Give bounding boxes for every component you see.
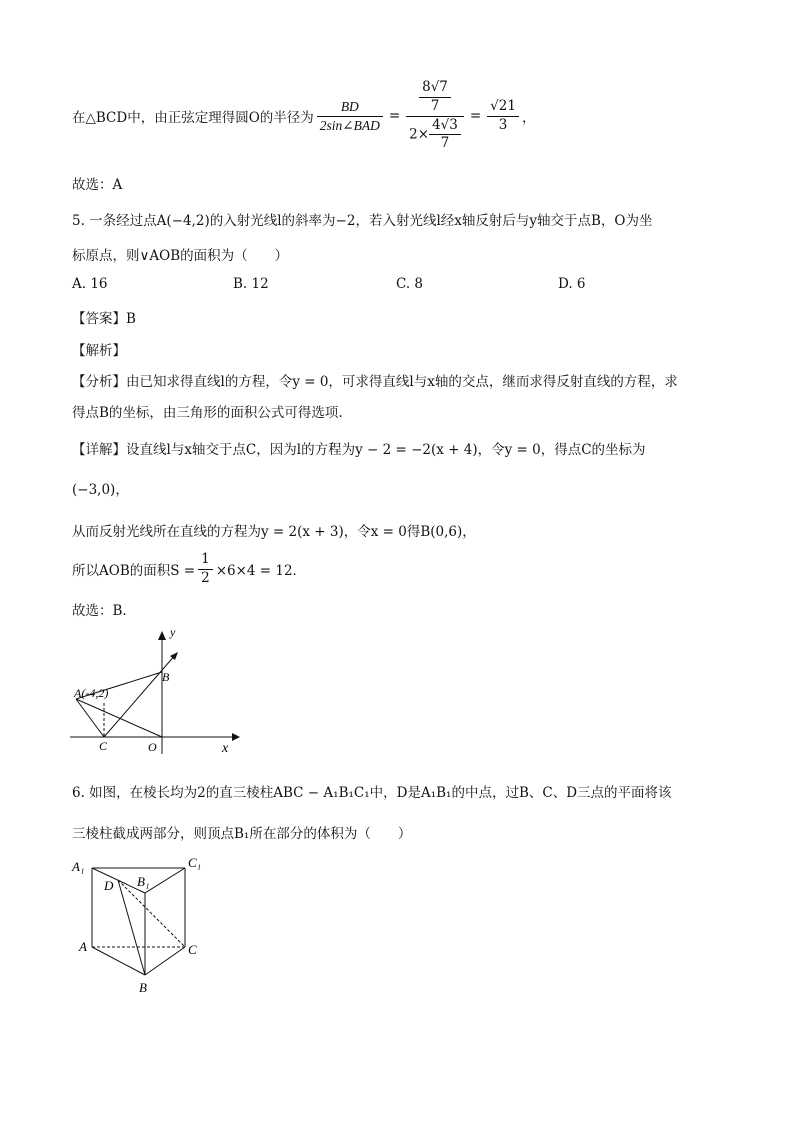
q4-tail-comma: ， bbox=[521, 110, 536, 126]
vertex-a1-label: A₁ bbox=[72, 859, 85, 874]
x-axis-label: x bbox=[222, 741, 229, 756]
q5-option-d: D. 6 bbox=[558, 276, 586, 292]
segment-AO bbox=[76, 699, 162, 737]
q4-mid-num-fraction bbox=[419, 80, 451, 114]
q4-mid-den-den: 7 bbox=[440, 135, 450, 152]
q4-lhs-numerator: BD bbox=[317, 99, 383, 117]
q5-fenxi-line1: 【分析】由已知求得直线l的方程，令y = 0，可求得直线l与x轴的交点，继而求得反射直线的方程，求 bbox=[72, 374, 678, 390]
q4-mid-den-prefix: 2× bbox=[409, 126, 430, 143]
x-axis-arrow-icon bbox=[232, 733, 240, 741]
q5-xiangjie-line1: 【详解】设直线l与x轴交于点C，因为l的方程为y − 2 = −2(x + 4)，令y = 0，得点C的坐标为 bbox=[72, 442, 646, 458]
q5-answer-tag: 【答案】 bbox=[72, 311, 126, 327]
q4-formula-line bbox=[72, 74, 535, 158]
vertex-b-label: B bbox=[139, 980, 147, 995]
q5-area-suffix: ×6×4 = 12． bbox=[215, 563, 307, 579]
q4-rhs-denominator: 3 bbox=[498, 116, 508, 133]
q4-equals-1: = bbox=[388, 108, 401, 124]
q5-answer-choice: 故选：B. bbox=[72, 603, 127, 619]
q5-option-c: C. 8 bbox=[396, 276, 424, 292]
q4-equals-2: = bbox=[469, 108, 482, 124]
q5-reflect-line: 从而反射光线所在直线的方程为y = 2(x + 3)，令x = 0得B(0,6)， bbox=[72, 524, 476, 540]
q5-option-a: A. 16 bbox=[72, 276, 108, 292]
vertex-c-label: C bbox=[188, 942, 197, 957]
q5-area-frac-den: 2 bbox=[201, 569, 210, 586]
point-o-label: O bbox=[148, 740, 157, 754]
edge-bc bbox=[145, 947, 185, 975]
segment-db bbox=[118, 880, 145, 975]
q5-stem-line2: 标原点，则∨AOB的面积为（ ） bbox=[72, 248, 289, 264]
q5-fenxi-line2: 得点B的坐标，由三角形的面积公式可得选项. bbox=[72, 405, 343, 421]
q5-answer-line bbox=[72, 307, 136, 327]
q5-area-frac-num: 1 bbox=[198, 552, 213, 570]
q4-rhs-numerator: √21 bbox=[487, 99, 519, 117]
q6-stem-line2: 三棱柱截成两部分，则顶点B₁所在部分的体积为（ ） bbox=[72, 826, 412, 842]
q5-analysis-tag: 【解析】 bbox=[72, 343, 126, 359]
q5-xiangjie-line2: (−3,0)， bbox=[72, 482, 129, 498]
y-axis-arrow-icon bbox=[158, 631, 166, 640]
vertex-b1-label: B₁ bbox=[137, 874, 150, 889]
q4-mid-numerator bbox=[406, 80, 464, 116]
q6-stem-line1: 6. 如图，在棱长均为2的直三棱柱ABC − A₁B₁C₁中，D是A₁B₁的中点，过B、C、D三点的平面将该 bbox=[72, 785, 672, 801]
q5-stem-line1: 5. 一条经过点A(−4,2)的入射光线l的斜率为−2，若入射光线l经x轴反射后与y轴交于点B，O为坐 bbox=[72, 213, 653, 229]
q4-mid-den-fraction bbox=[429, 118, 461, 152]
q4-rhs-fraction bbox=[487, 99, 519, 133]
q4-lhs-denominator: 2sin∠BAD bbox=[319, 117, 380, 133]
edge-b1c1 bbox=[145, 868, 185, 893]
q4-intro-text: 在△BCD中，由正弦定理得圆O的半径为 bbox=[72, 110, 314, 126]
q5-figure bbox=[66, 626, 246, 756]
q4-mid-fraction bbox=[406, 80, 464, 151]
q4-mid-den-num: 4√3 bbox=[429, 118, 461, 136]
q4-answer: 故选：A bbox=[72, 177, 123, 193]
vertex-a-label: A bbox=[79, 939, 87, 954]
q5-answer-value: B bbox=[126, 311, 136, 327]
vertex-c1-label: C₁ bbox=[188, 855, 202, 870]
q5-area-line bbox=[72, 550, 306, 588]
point-a-label: A(-4,2) bbox=[74, 686, 109, 700]
point-c-label: C bbox=[99, 739, 108, 753]
q4-mid-num-den: 7 bbox=[430, 97, 440, 114]
q5-area-fraction bbox=[198, 552, 213, 586]
q4-mid-num-num: 8√7 bbox=[419, 80, 451, 98]
q5-option-b: B. 12 bbox=[233, 276, 269, 292]
point-b-label: B bbox=[162, 670, 170, 684]
edge-ab bbox=[92, 947, 145, 975]
q4-mid-denominator bbox=[406, 117, 464, 152]
reflected-ray bbox=[104, 654, 176, 737]
q6-prism-figure bbox=[70, 850, 210, 1000]
segment-dc-hidden bbox=[118, 880, 185, 947]
vertex-d-label: D bbox=[104, 878, 114, 893]
q4-lhs-fraction bbox=[317, 99, 383, 133]
y-axis-label: y bbox=[170, 626, 176, 639]
q5-area-prefix: 所以AOB的面积S = bbox=[72, 563, 196, 579]
